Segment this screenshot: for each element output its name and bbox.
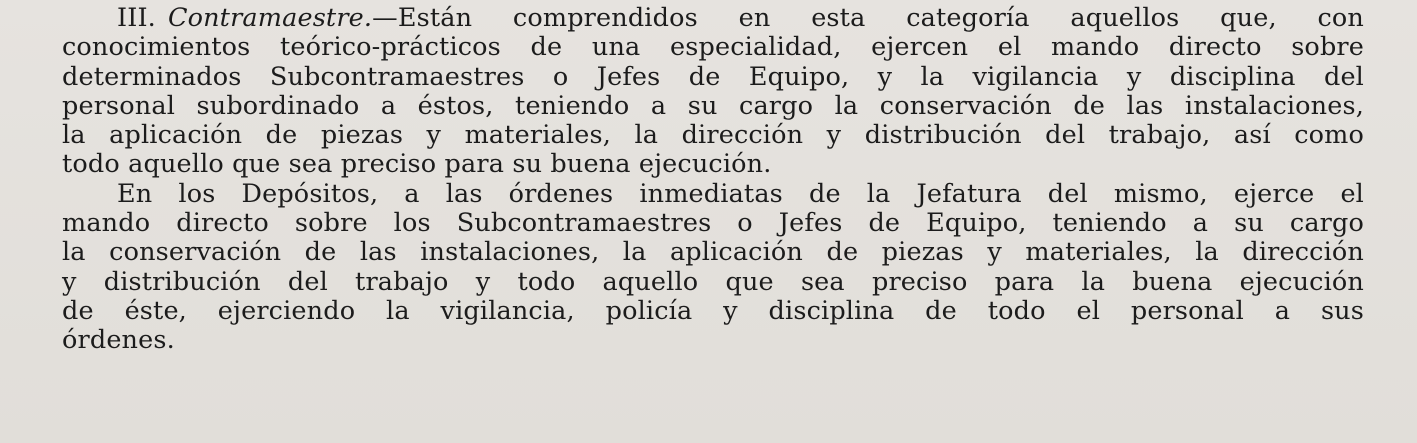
- text-line: conocimientos teórico-prácticos de una especialidad, ejercen el mando directo sobre: [62, 32, 1364, 63]
- document-text: [62, 4, 1364, 356]
- text-line: y distribución del trabajo y todo aquello que sea preciso para la buena ejecución: [62, 266, 1364, 297]
- text-line: órdenes.: [62, 325, 175, 356]
- text-line: [62, 4, 1364, 33]
- section-numeral: III.: [117, 3, 156, 33]
- text-line: En los Depósitos, a las órdenes inmediatas de la Jefatura del mismo, ejerce el: [117, 178, 1364, 209]
- paragraph-depositos: [62, 180, 1364, 356]
- line-text: —Están comprendidos en esta categoría aquellos que, con: [372, 3, 1364, 33]
- text-line: la conservación de las instalaciones, la aplicación de piezas y materiales, la dirección: [62, 237, 1364, 268]
- text-line: determinados Subcontramaestres o Jefes de Equipo, y la vigilancia y disciplina del: [62, 61, 1364, 92]
- text-line: todo aquello que sea preciso para su buena ejecución.: [62, 149, 772, 180]
- paragraph-contramaestre: [62, 4, 1364, 180]
- text-line: de éste, ejerciendo la vigilancia, policía y disciplina de todo el personal a sus: [62, 295, 1364, 326]
- text-line: personal subordinado a éstos, teniendo a su cargo la conservación de las instalaciones,: [62, 90, 1364, 121]
- text-line: mando directo sobre los Subcontramaestres o Jefes de Equipo, teniendo a su cargo: [62, 208, 1364, 239]
- text-line: la aplicación de piezas y materiales, la dirección y distribución del trabajo, así como: [62, 120, 1364, 151]
- section-title: Contramaestre.: [167, 3, 373, 33]
